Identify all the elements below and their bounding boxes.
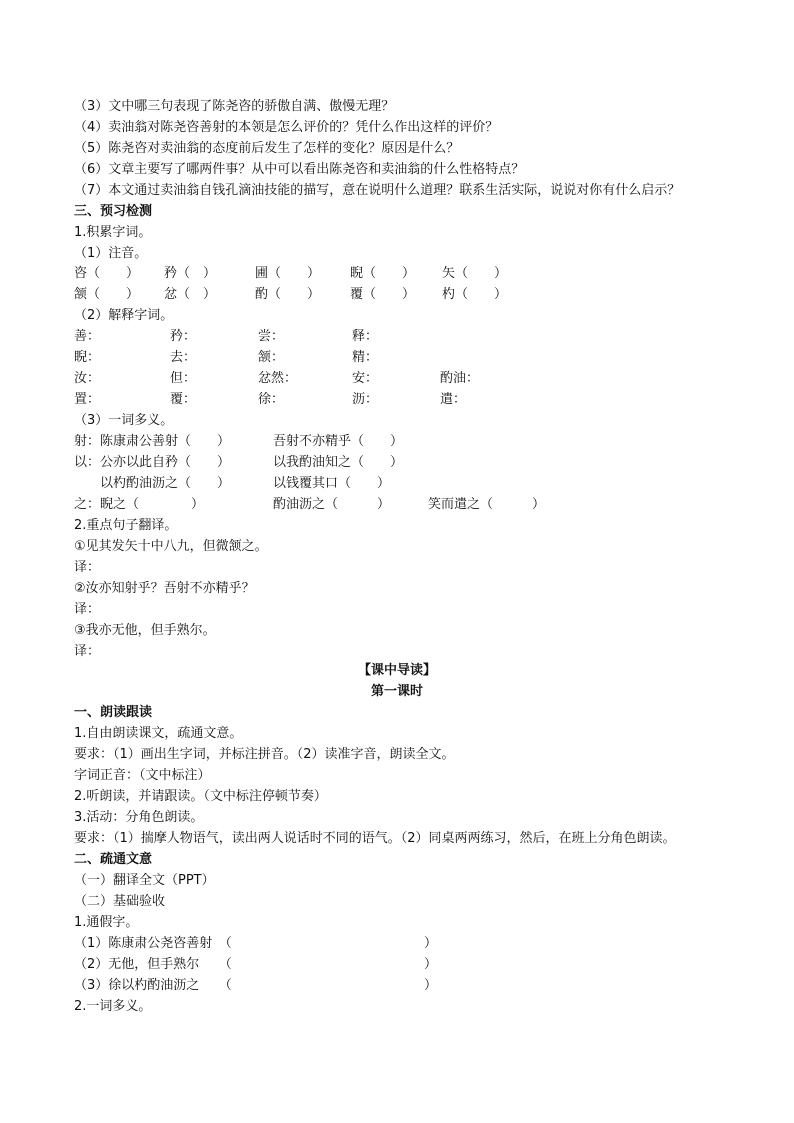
polysemy-zhi-3: 笑而遣之（ ） — [428, 497, 546, 512]
sentence-3: ③我亦无他，但手熟尔。 — [74, 623, 216, 638]
define-item: 置： — [74, 392, 101, 407]
define-item: 酌油： — [440, 371, 480, 386]
question-7: （7）本文通过卖油翁自钱孔滴油技能的描写，意在说明什么道理？联系生活实际，说说对你有什么启示？ — [74, 183, 681, 198]
polysemy-she-2: 吾射不亦精乎（ ） — [273, 434, 404, 449]
pinyin-item: 矜（ ） — [164, 266, 217, 281]
pinyin-item: 覆（ ） — [350, 287, 416, 302]
sentence-2: ②汝亦知射乎？吾射不亦精乎？ — [74, 581, 255, 596]
lesson-one-heading: 第一课时 — [370, 684, 423, 699]
define-heading: （2）解释字词。 — [74, 308, 174, 323]
translate-label-2: 译： — [74, 602, 101, 617]
read-step-2: 2.听朗读，并请跟读。（文中标注停顿节奏） — [74, 789, 327, 804]
pinyin-item: 忿（ ） — [164, 287, 217, 302]
polysemy-yi-1: 以：公亦以此自矜（ ） — [74, 455, 231, 470]
translate-label-1: 译： — [74, 560, 101, 575]
define-item: 去： — [170, 350, 197, 365]
define-item: 汝： — [74, 371, 101, 386]
pinyin-item: 睨（ ） — [350, 266, 416, 281]
polysemy-yi-2: 以我酌油知之（ ） — [273, 455, 404, 470]
define-item: 沥： — [352, 392, 379, 407]
polysemy-yi-3: 以杓酌油沥之（ ） — [100, 476, 231, 491]
pinyin-item: 杓（ ） — [442, 287, 508, 302]
section-read-aloud: 一、朗读跟读 — [74, 705, 153, 720]
pinyin-item: 酌（ ） — [255, 287, 321, 302]
define-item: 忿然： — [258, 371, 298, 386]
polysemy-heading: （3）一词多义。 — [74, 413, 174, 428]
pinyin-item: 咨（ ） — [74, 266, 140, 281]
read-step-3: 3.活动：分角色朗读。 — [74, 810, 204, 825]
question-5: （5）陈尧咨对卖油翁的态度前后发生了怎样的变化？原因是什么？ — [74, 141, 460, 156]
read-step-1-req: 要求：（1）画出生字词，并标注拼音。（2）读准字音，朗读全文。 — [74, 747, 455, 762]
polysemy-zhi-2: 酌油沥之（ ） — [273, 497, 391, 512]
translate-label-3: 译： — [74, 644, 101, 659]
tongjia-item-3: （3）徐以杓酌油沥之 （ — [74, 978, 232, 993]
polysemy-2-heading: 2.一词多义。 — [74, 999, 152, 1014]
define-item: 安： — [352, 371, 379, 386]
define-item: 睨： — [74, 350, 101, 365]
tongjia-item-1: （1）陈康肃公尧咨善射 （ — [74, 936, 232, 951]
define-item: 精： — [352, 350, 379, 365]
define-item: 遣： — [440, 392, 467, 407]
define-item: 颔： — [258, 350, 285, 365]
polysemy-zhi-1: 之：睨之（ ） — [74, 497, 205, 512]
tongjia-close-1: ） — [424, 936, 438, 951]
read-step-3-req: 要求：（1）揣摩人物语气，读出两人说话时不同的语气。（2）同桌两两练习，然后，在班上分角色朗读。 — [74, 831, 676, 846]
section-understand: 二、疏通文意 — [74, 852, 153, 867]
tongjia-close-3: ） — [424, 978, 438, 993]
define-item: 释： — [352, 329, 379, 344]
define-item: 覆： — [170, 392, 197, 407]
pinyin-heading: （1）注音。 — [74, 246, 148, 261]
pinyin-item: 圃（ ） — [255, 266, 321, 281]
sentence-1: ①见其发矢十中八九，但微颔之。 — [74, 539, 268, 554]
read-step-1: 1.自由朗读课文，疏通文意。 — [74, 726, 243, 741]
translation-heading: 2.重点句子翻译。 — [74, 518, 178, 533]
define-item: 徐： — [258, 392, 285, 407]
question-4: （4）卖油翁对陈尧咨善射的本领是怎么评价的？凭什么作出这样的评价？ — [74, 120, 499, 135]
class-guide-heading: 【课中导读】 — [357, 663, 436, 678]
pinyin-item: 矢（ ） — [442, 266, 508, 281]
question-6: （6）文章主要写了哪两件事？从中可以看出陈尧咨和卖油翁的什么性格特点？ — [74, 162, 525, 177]
part-basic-check: （二）基础验收 — [74, 894, 166, 909]
part-translate: （一）翻译全文（PPT） — [74, 873, 215, 888]
define-item: 矜： — [170, 329, 197, 344]
define-item: 尝： — [258, 329, 285, 344]
tongjia-heading: 1.通假字。 — [74, 915, 139, 930]
tongjia-item-2: （2）无他，但手熟尔 （ — [74, 957, 232, 972]
tongjia-close-2: ） — [424, 957, 438, 972]
pinyin-item: 颔（ ） — [74, 287, 140, 302]
pronunciation-note: 字词正音：（文中标注） — [74, 768, 211, 783]
define-item: 善： — [74, 329, 101, 344]
polysemy-she-1: 射：陈康肃公善射（ ） — [74, 434, 231, 449]
define-item: 但： — [170, 371, 197, 386]
accumulate-words: 1.积累字词。 — [74, 225, 152, 240]
polysemy-yi-4: 以钱覆其口（ ） — [273, 476, 391, 491]
question-3: （3）文中哪三句表现了陈尧咨的骄傲自满、傲慢无理？ — [74, 99, 395, 114]
section-preview-check: 三、预习检测 — [74, 204, 153, 219]
